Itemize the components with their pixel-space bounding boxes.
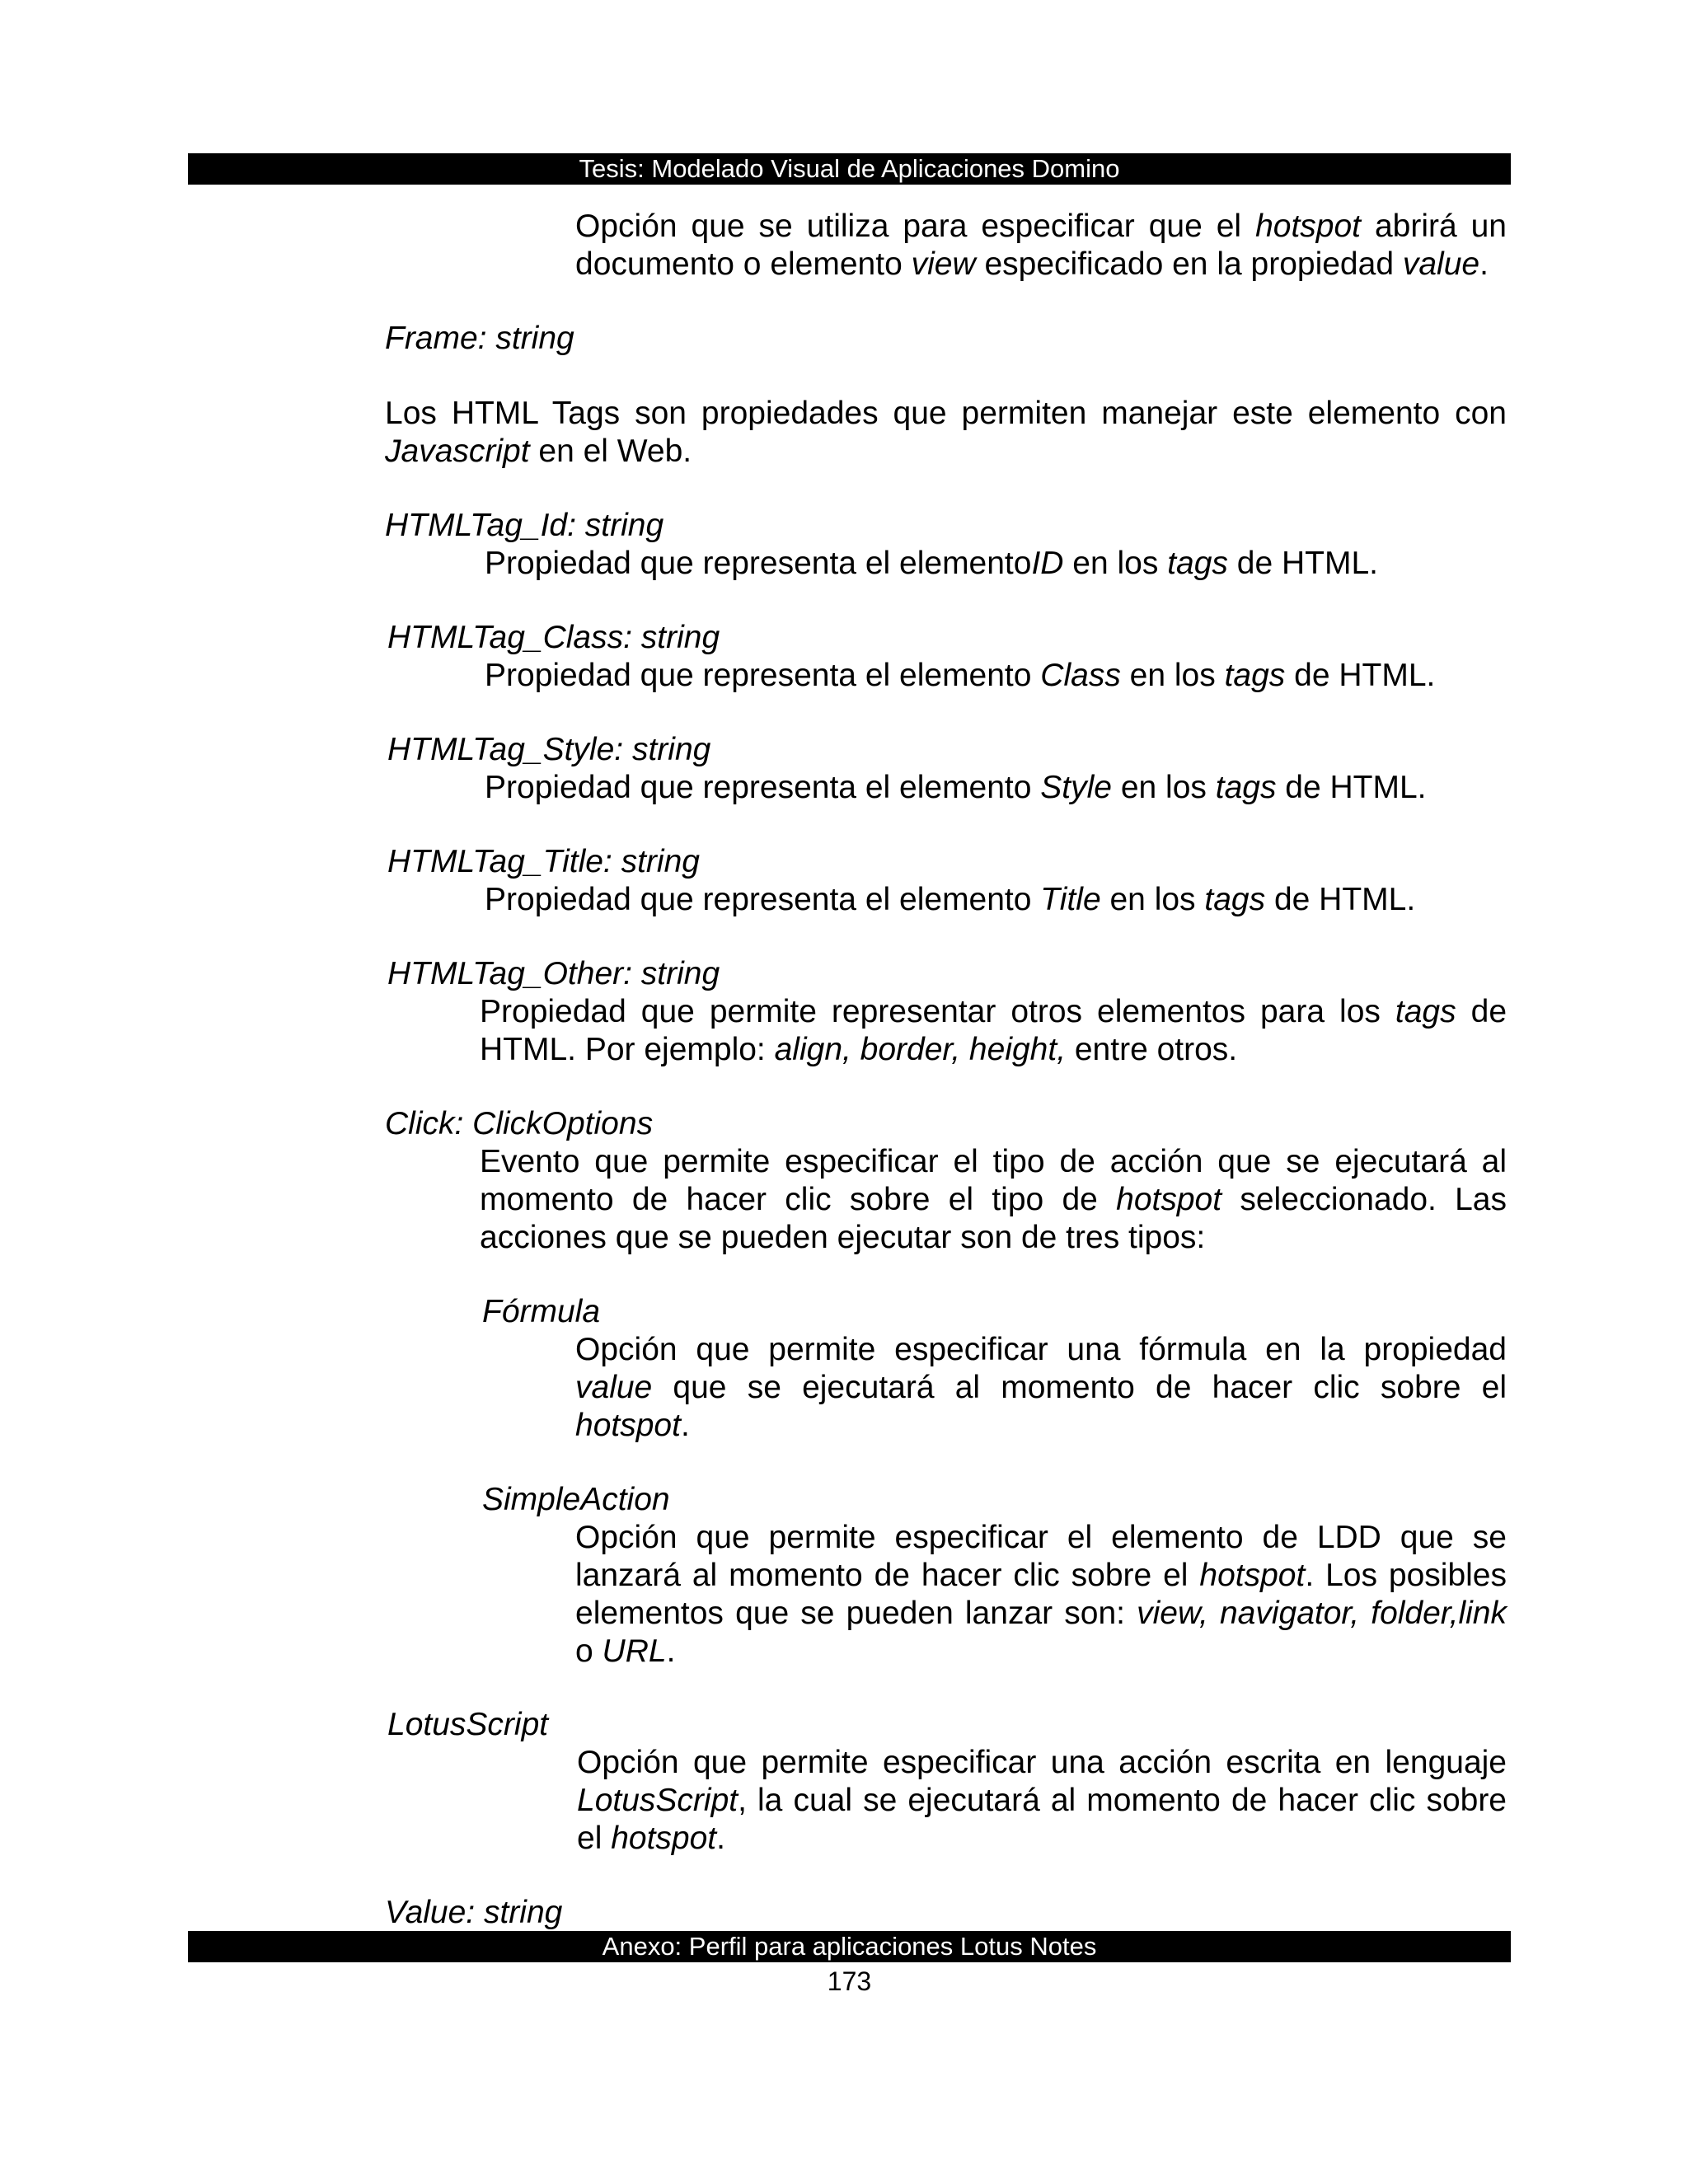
- htmltag-title-description: [485, 881, 1507, 919]
- page-number: 173: [827, 1966, 872, 1996]
- option-lotusscript-heading: [387, 1706, 964, 1744]
- text-run: . Los posibles elementos que se pueden lanzar son:: [575, 1558, 1516, 1631]
- property-htmltag-id-heading: [385, 507, 962, 545]
- italic-text: hotspot: [575, 1408, 681, 1443]
- paragraph-html-tags: [385, 395, 1516, 471]
- text-run: que se ejecutará al momento de hacer clic sobre el: [652, 1370, 1516, 1405]
- property-htmltag-other-heading: [387, 955, 964, 993]
- htmltag-other-description: [480, 993, 1516, 1069]
- formula-description: [575, 1331, 1516, 1445]
- text-run: .: [680, 1408, 690, 1443]
- italic-text: Javascript: [385, 434, 530, 469]
- italic-text: align, border, height,: [774, 1032, 1067, 1067]
- property-htmltag-title-heading: [387, 843, 964, 881]
- italic-text: HTMLTag_Title: string: [387, 844, 700, 879]
- text-run: Evento que permite especificar el tipo de acción que se ejecutará al momento de hacer clic sobre el tipo de: [480, 1144, 1516, 1217]
- text-run: o: [575, 1596, 1516, 1669]
- italic-text: Class: [1040, 658, 1121, 693]
- italic-text: Style: [1040, 770, 1112, 805]
- text-run: .: [716, 1821, 725, 1856]
- text-run: abrirá un documento o elemento: [575, 209, 1516, 282]
- italic-text: HTMLTag_Class: string: [387, 620, 720, 655]
- text-run: de HTML.: [1227, 546, 1378, 581]
- italic-text: Click: ClickOptions: [385, 1106, 654, 1141]
- text-run: en los: [1063, 546, 1168, 581]
- text-run: Opción que permite especificar el elemento de LDD que se lanzará al momento de hacer clic sobre el: [575, 1520, 1516, 1593]
- italic-text: tags: [1215, 770, 1277, 805]
- italic-text: Fórmula: [482, 1294, 601, 1329]
- text-run: Opción que permite especificar una fórmula en la propiedad: [575, 1332, 1516, 1367]
- italic-text: tags: [1204, 882, 1266, 917]
- italic-text: Frame: string: [385, 321, 574, 356]
- italic-text: LotusScript: [387, 1707, 549, 1742]
- page-footer-bar: [188, 1931, 1511, 1962]
- italic-text: value: [575, 1370, 653, 1405]
- text-run: entre otros.: [1066, 1032, 1238, 1067]
- italic-text: HTMLTag_Other: string: [387, 956, 720, 991]
- text-run: Propiedad que representa el elemento: [485, 770, 1041, 805]
- option-formula-heading: [482, 1293, 1059, 1331]
- text-run: , la cual se ejecutará al momento de hacer clic sobre el: [577, 1783, 1516, 1856]
- italic-text: hotspot: [1199, 1558, 1306, 1593]
- italic-text: view: [911, 246, 976, 282]
- italic-text: HTMLTag_Style: string: [387, 732, 711, 767]
- italic-text: value: [1402, 246, 1480, 282]
- text-run: Propiedad que representa el elemento: [485, 882, 1041, 917]
- italic-text: HTMLTag_Id: string: [385, 508, 664, 543]
- italic-text: hotspot: [1116, 1182, 1222, 1217]
- italic-text: SimpleAction: [482, 1482, 670, 1517]
- property-click-heading: [385, 1105, 962, 1143]
- italic-text: tags: [1224, 658, 1286, 693]
- text-run: Propiedad que permite representar otros elementos para los: [480, 994, 1395, 1029]
- text-run: en el Web.: [529, 434, 692, 469]
- property-htmltag-style-heading: [387, 731, 964, 769]
- text-run: de HTML. Por ejemplo:: [480, 994, 1516, 1067]
- text-run: de HTML.: [1265, 882, 1416, 917]
- text-run: en los: [1112, 770, 1216, 805]
- italic-text: tags: [1167, 546, 1228, 581]
- lotusscript-description: [577, 1744, 1516, 1858]
- page-header-bar: [188, 153, 1511, 185]
- italic-text: Title: [1040, 882, 1101, 917]
- text-run: Opción que permite especificar una acción escrita en lenguaje: [577, 1745, 1516, 1780]
- property-value-heading: [385, 1894, 962, 1932]
- click-description: [480, 1143, 1516, 1257]
- text-run: Los HTML Tags son propiedades que permiten manejar este elemento con: [385, 396, 1516, 431]
- option-simpleaction-heading: [482, 1481, 1059, 1519]
- text-run: de HTML.: [1285, 658, 1436, 693]
- htmltag-id-description: [485, 545, 1507, 583]
- text-run: .: [1479, 246, 1489, 282]
- text-run: especificado en la propiedad: [975, 246, 1403, 282]
- text-run: en los: [1120, 658, 1225, 693]
- paragraph-hotspot-open-option: [575, 208, 1516, 284]
- property-htmltag-class-heading: [387, 619, 964, 657]
- page-footer-title: Anexo: Perfil para aplicaciones Lotus Notes: [602, 1932, 1097, 1961]
- text-run: Propiedad que representa el elemento: [485, 658, 1041, 693]
- text-run: Propiedad que representa el elemento: [485, 546, 1032, 581]
- text-run: Opción que se utiliza para especificar que el: [575, 209, 1256, 244]
- italic-text: hotspot: [1255, 209, 1361, 244]
- italic-text: Value: string: [385, 1895, 563, 1930]
- htmltag-style-description: [485, 769, 1507, 807]
- htmltag-class-description: [485, 657, 1507, 695]
- italic-text: LotusScript: [577, 1783, 738, 1818]
- text-run: en los: [1100, 882, 1205, 917]
- text-run: seleccionado. Las acciones que se pueden ejecutar son de tres tipos:: [480, 1182, 1516, 1255]
- text-run: .: [666, 1633, 676, 1669]
- text-run: de HTML.: [1276, 770, 1427, 805]
- italic-text: hotspot: [611, 1821, 717, 1856]
- property-frame-heading: [385, 320, 962, 358]
- simpleaction-description: [575, 1519, 1516, 1671]
- italic-text: URL: [602, 1633, 667, 1669]
- italic-text: view, navigator, folder,link: [1137, 1596, 1507, 1631]
- page-header-title: Tesis: Modelado Visual de Aplicaciones Domino: [579, 154, 1120, 183]
- italic-text: tags: [1395, 994, 1456, 1029]
- italic-text: ID: [1031, 546, 1064, 581]
